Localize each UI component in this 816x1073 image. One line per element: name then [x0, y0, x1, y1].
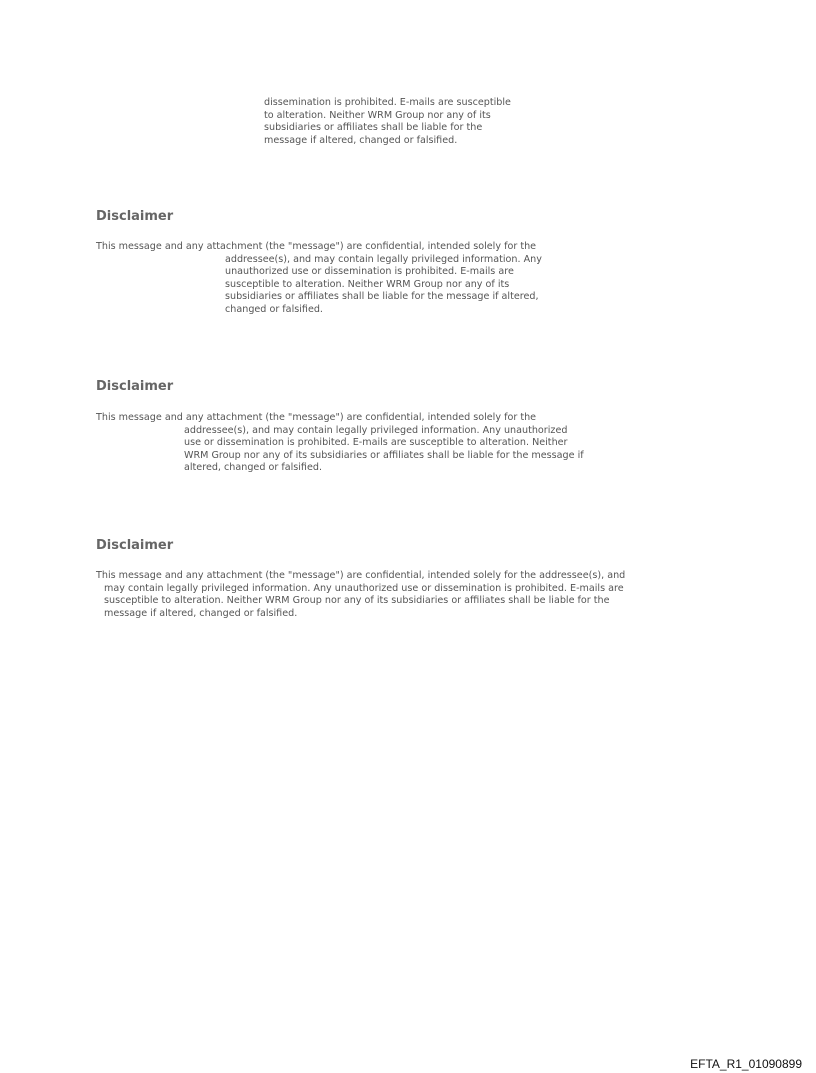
disclaimer-line: This message and any attachment (the "message") are confidential, intended solely for the addressee(s), and	[96, 570, 626, 581]
disclaimer-line: susceptible to alteration. Neither WRM Group nor any of its subsidiaries or affiliates shall be liable for the	[104, 595, 610, 606]
disclaimer-line: unauthorized use or dissemination is prohibited. E-mails are	[225, 266, 514, 277]
disclaimer-line: message if altered, changed or falsified.	[104, 607, 298, 619]
disclaimer-heading: Disclaimer	[96, 209, 174, 224]
disclaimer-line: may contain legally privileged information. Any unauthorized use or dissemination is prohibited. E-mails are	[104, 582, 624, 594]
disclaimer-heading: Disclaimer	[96, 538, 174, 553]
disclaimer-line: addressee(s), and may contain legally privileged information. Any unauthorized	[184, 424, 568, 436]
disclaimer-line: susceptible to alteration. Neither WRM Group nor any of its	[225, 278, 510, 290]
disclaimer-heading: Disclaimer	[96, 379, 174, 394]
disclaimer-line: This message and any attachment (the "message") are confidential, intended solely for the	[96, 241, 537, 252]
disclaimer-line: WRM Group nor any of its subsidiaries or affiliates shall be liable for the message if	[184, 449, 584, 461]
fragment-line: dissemination is prohibited. E-mails are susceptible	[264, 97, 511, 108]
disclaimer-line: addressee(s), and may contain legally privileged information. Any	[225, 253, 542, 265]
disclaimer-line: This message and any attachment (the "message") are confidential, intended solely for the	[96, 412, 537, 423]
document-id: EFTA_R1_01090899	[690, 1057, 802, 1071]
disclaimer-line: subsidiaries or affiliates shall be liable for the message if altered,	[225, 291, 539, 302]
disclaimer-line: changed or falsified.	[225, 303, 323, 315]
disclaimer-line: use or dissemination is prohibited. E-mails are susceptible to alteration. Neither	[184, 437, 568, 448]
fragment-line: to alteration. Neither WRM Group nor any of its	[264, 109, 491, 121]
fragment-line: message if altered, changed or falsified.	[264, 134, 458, 146]
disclaimer-line: altered, changed or falsified.	[184, 462, 323, 473]
fragment-line: subsidiaries or affiliates shall be liable for the	[264, 122, 483, 133]
